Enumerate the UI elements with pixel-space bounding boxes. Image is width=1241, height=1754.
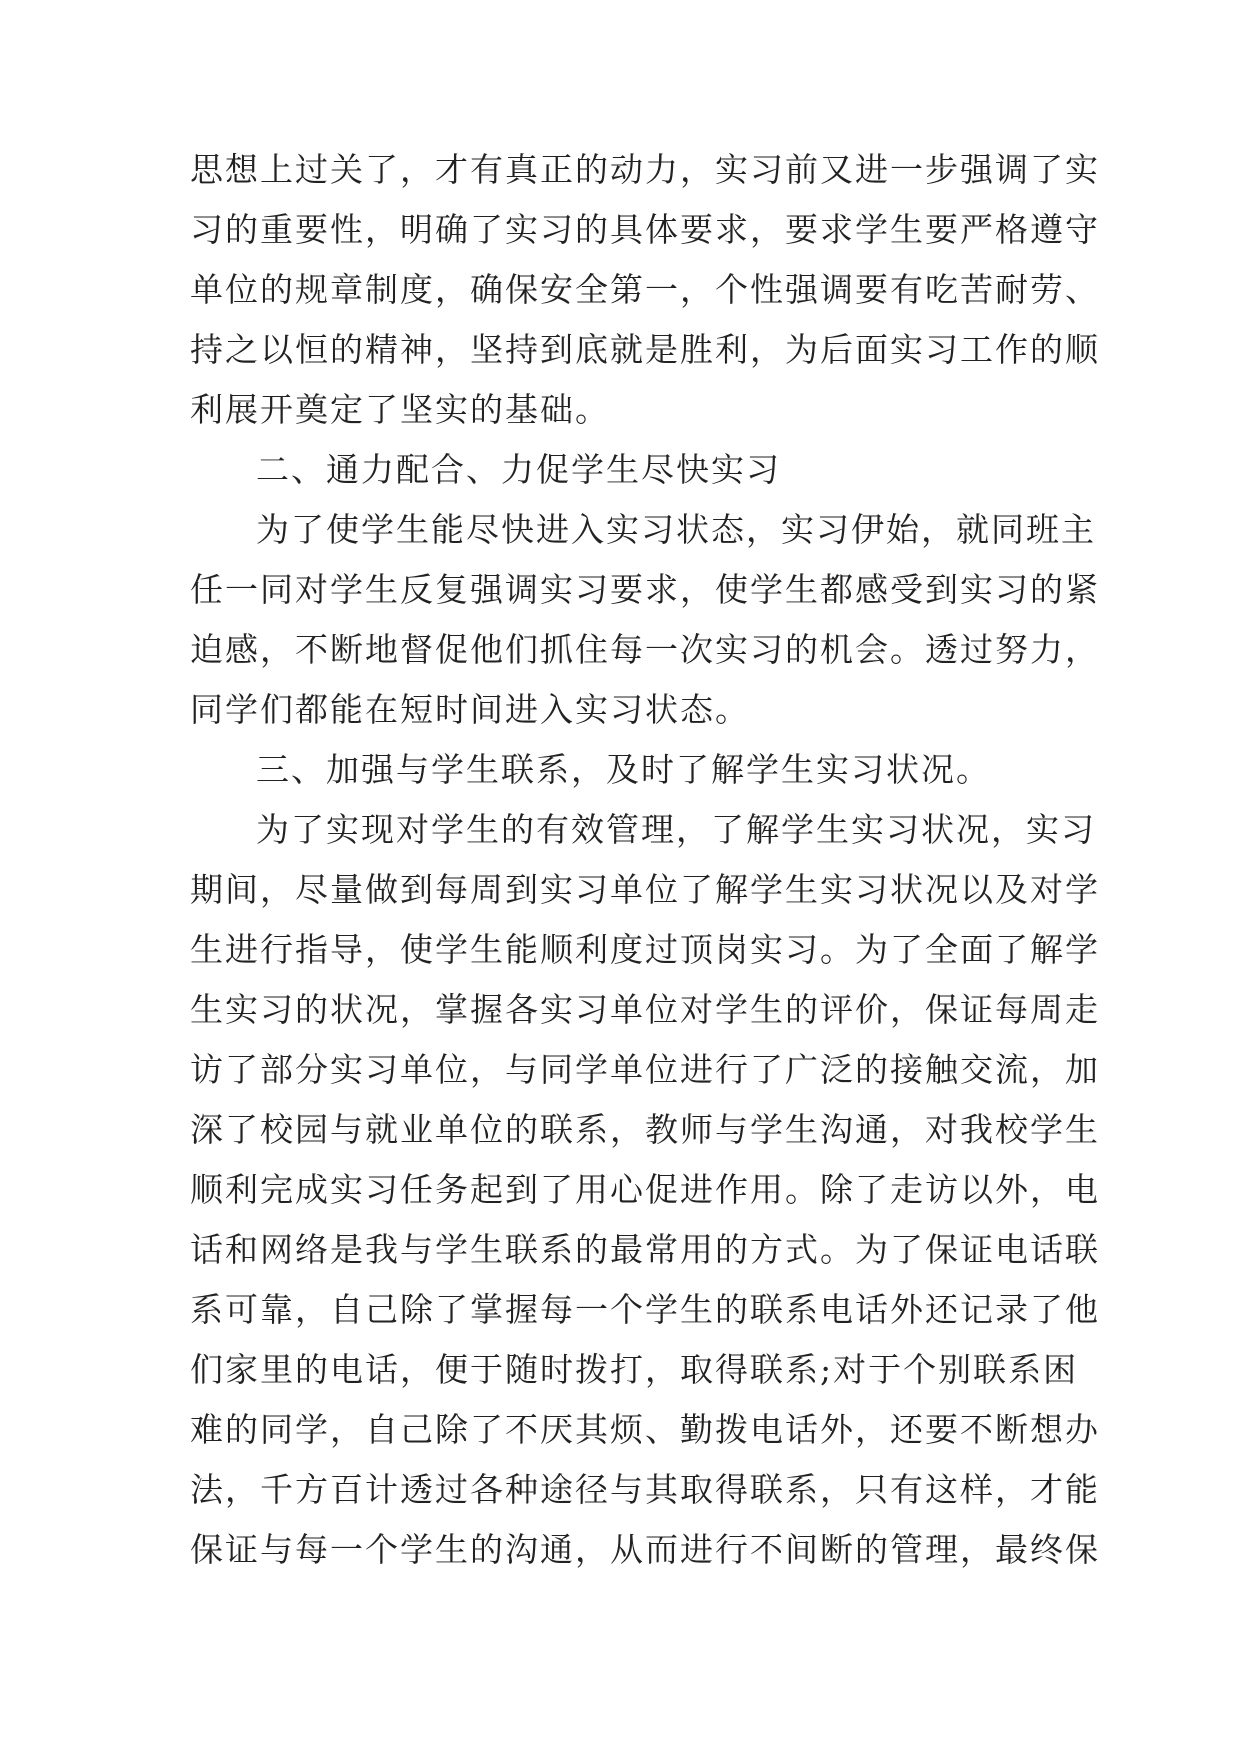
text-line: 法，千方百计透过各种途径与其取得联系，只有这样，才能 [190, 1470, 1100, 1509]
text-line: 单位的规章制度，确保安全第一，个性强调要有吃苦耐劳、 [190, 270, 1100, 309]
text-line: 任一同对学生反复强调实习要求，使学生都感受到实习的紧 [190, 570, 1100, 609]
section-heading: 三、加强与学生联系，及时了解学生实习状况。 [256, 750, 991, 789]
text-line: 顺利完成实习任务起到了用心促进作用。除了走访以外，电 [190, 1170, 1100, 1209]
text-line: 为了实现对学生的有效管理，了解学生实习状况，实习 [256, 810, 1096, 849]
text-line: 思想上过关了，才有真正的动力，实习前又进一步强调了实 [190, 150, 1100, 189]
text-line: 习的重要性，明确了实习的具体要求，要求学生要严格遵守 [190, 210, 1100, 249]
section-heading: 二、通力配合、力促学生尽快实习 [256, 450, 781, 489]
document-body [190, 140, 1100, 1580]
text-line: 生进行指导，使学生能顺利度过顶岗实习。为了全面了解学 [190, 930, 1100, 969]
text-line: 们家里的电话，便于随时拨打，取得联系;对于个别联系困 [190, 1350, 1079, 1389]
text-line: 同学们都能在短时间进入实习状态。 [190, 690, 750, 729]
text-line: 难的同学，自己除了不厌其烦、勤拨电话外，还要不断想办 [190, 1410, 1100, 1449]
text-line: 访了部分实习单位，与同学单位进行了广泛的接触交流，加 [190, 1050, 1100, 1089]
text-line: 保证与每一个学生的沟通，从而进行不间断的管理，最终保 [190, 1530, 1100, 1569]
text-line: 为了使学生能尽快进入实习状态，实习伊始，就同班主 [256, 510, 1096, 549]
text-line: 生实习的状况，掌握各实习单位对学生的评价，保证每周走 [190, 990, 1100, 1029]
text-line: 深了校园与就业单位的联系，教师与学生沟通，对我校学生 [190, 1110, 1100, 1149]
text-line: 期间，尽量做到每周到实习单位了解学生实习状况以及对学 [190, 870, 1100, 909]
text-line: 话和网络是我与学生联系的最常用的方式。为了保证电话联 [190, 1230, 1100, 1269]
text-line: 持之以恒的精神，坚持到底就是胜利，为后面实习工作的顺 [190, 330, 1100, 369]
text-line: 迫感，不断地督促他们抓住每一次实习的机会。透过努力， [190, 630, 1100, 669]
text-line: 利展开奠定了坚实的基础。 [190, 390, 610, 429]
text-line: 系可靠，自己除了掌握每一个学生的联系电话外还记录了他 [190, 1290, 1100, 1329]
